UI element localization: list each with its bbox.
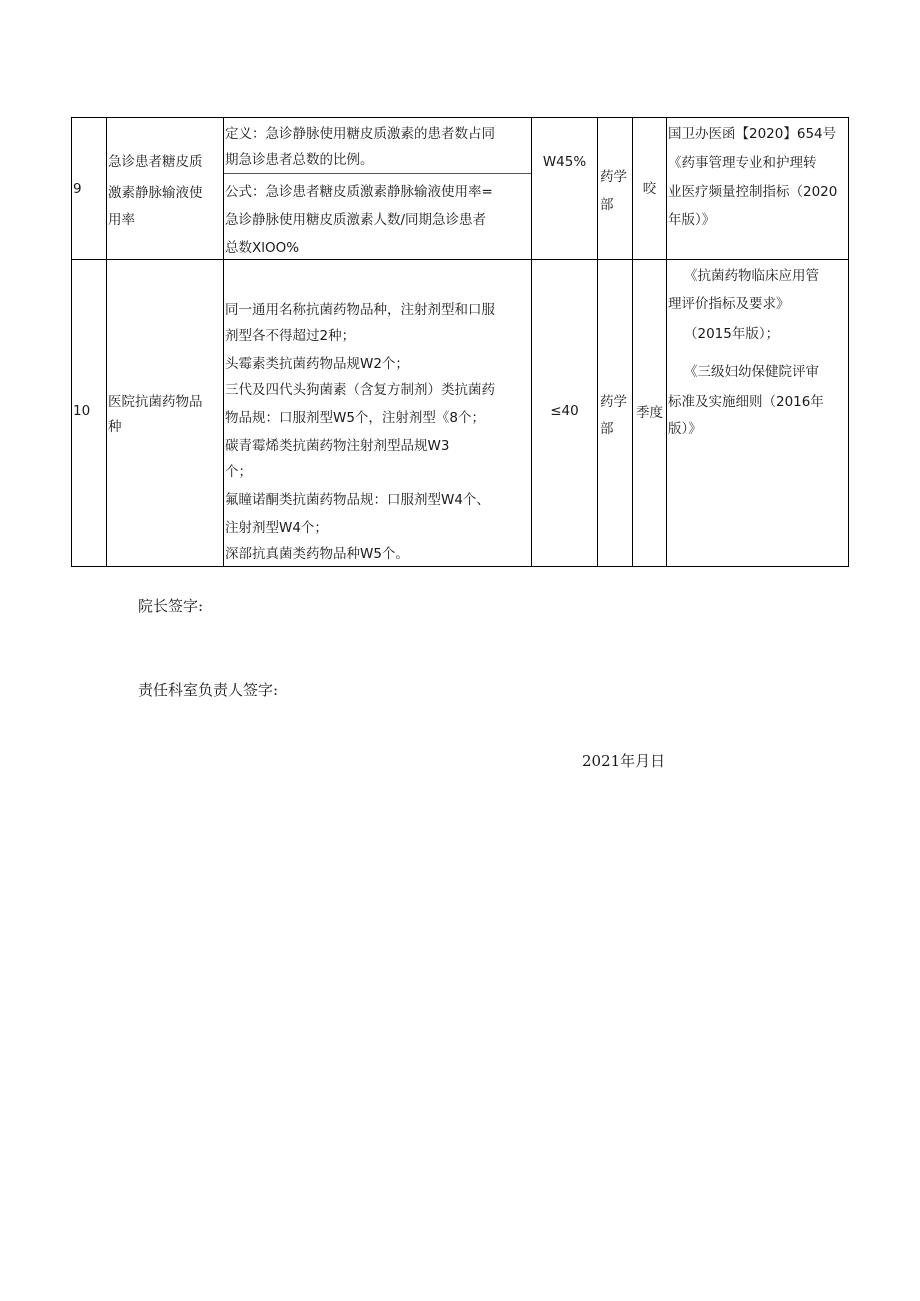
basis-line: 《药事管理专业和护理转: [668, 155, 817, 171]
basis-line: 年版）》: [668, 212, 716, 228]
content-line: 剂型各不得超过2种；: [225, 328, 356, 344]
dept-line: 药学: [600, 169, 627, 185]
indicator-name-line: 种: [108, 419, 122, 435]
target-value: W45%: [542, 154, 587, 170]
content-line: 氟瞳诺酮类抗菌药物品规：口服剂型W4个、: [225, 492, 490, 508]
col-divider-2: [223, 117, 224, 567]
basis-line: 标准及实施细则（2016年: [668, 394, 824, 410]
indicator-name-line: 急诊患者糖皮质: [108, 154, 203, 170]
target-value: ≤40: [550, 403, 579, 419]
table-border-left: [71, 117, 72, 567]
definition-line: 期急诊患者总数的比例。: [225, 152, 374, 168]
content-line: 深部抗真菌类药物品种W5个。: [225, 546, 409, 562]
row-number: 10: [73, 403, 91, 419]
dept-line: 部: [600, 197, 614, 213]
basis-line: 理评价指标及要求》: [668, 296, 790, 312]
formula-line: 公式：急诊患者糖皮质激素静脉输液使用率=: [225, 184, 493, 200]
table-border-top: [71, 117, 849, 118]
definition-formula-divider: [224, 173, 531, 174]
basis-line: 版）》: [668, 421, 702, 437]
dept-line: 药学: [600, 394, 627, 410]
dept-line: 部: [600, 421, 614, 437]
content-line: 注射剂型W4个；: [225, 520, 328, 536]
indicator-name-line: 用率: [108, 212, 135, 228]
content-line: 物品规：口服剂型W5个，注射剂型《8个；: [225, 410, 486, 426]
col-divider-1: [106, 117, 107, 567]
content-line: 三代及四代头狗菌素（含复方制剂）类抗菌药: [225, 382, 495, 398]
row-number: 9: [73, 181, 82, 197]
content-line: 个；: [225, 464, 252, 480]
col-divider-6: [666, 117, 667, 567]
frequency: 季度: [636, 405, 663, 421]
basis-line: 业医疗频量控制指标（2020: [668, 184, 838, 200]
dept-head-signature-label: 责任科室负责人签字:: [138, 681, 279, 699]
basis-line: （2015年版）；: [684, 326, 780, 342]
table-row-divider: [71, 259, 849, 260]
indicator-name-line: 激素静脉输液使: [108, 185, 203, 201]
formula-line: 急诊静脉使用糖皮质激素人数/同期急诊患者: [225, 212, 487, 228]
basis-line: 国卫办医函【2020】654号: [668, 126, 837, 142]
frequency: 咬: [642, 181, 657, 197]
basis-line: 《抗菌药物临床应用管: [684, 268, 819, 284]
president-signature-label: 院长签字:: [138, 597, 204, 615]
indicator-name-line: 医院抗菌药物品: [108, 394, 203, 410]
content-line: 头霉素类抗菌药物品规W2个；: [225, 356, 409, 372]
content-line: 同一通用名称抗菌药物品种，注射剂型和口服: [225, 302, 495, 318]
signature-date: 2021年月日: [582, 752, 666, 770]
basis-line: 《三级妇幼保健院评审: [684, 364, 819, 380]
formula-line: 总数XlOO%: [225, 240, 300, 256]
table-border-bottom: [71, 566, 849, 567]
col-divider-4: [597, 117, 598, 567]
definition-line: 定义：急诊静脉使用糖皮质激素的患者数占同: [225, 126, 495, 142]
col-divider-3: [531, 117, 532, 567]
content-line: 碳青霉烯类抗菌药物注射剂型品规W3: [225, 438, 450, 454]
table-border-right: [848, 117, 849, 567]
